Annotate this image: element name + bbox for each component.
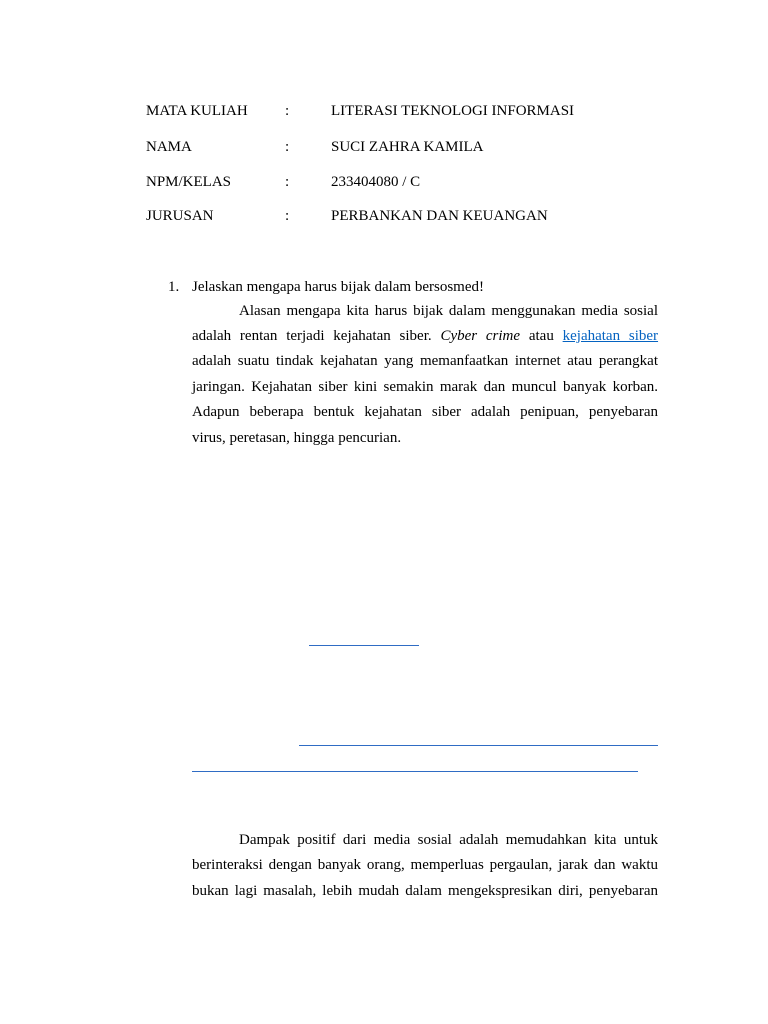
link-underline[interactable] <box>309 645 419 646</box>
info-value: LITERASI TEKNOLOGI INFORMASI <box>331 103 575 119</box>
paragraph-line: Alasan mengapa kita harus bijak dalam menggunakan media sosial <box>239 303 658 319</box>
link-underline[interactable] <box>192 771 638 772</box>
line-text: adalah rentan terjadi kejahatan siber. <box>192 328 432 344</box>
question-text: Jelaskan mengapa harus bijak dalam bersosmed! <box>192 279 484 295</box>
paragraph-line: adalah suatu tindak kejahatan yang memanfaatkan internet atau perangkat <box>192 353 658 369</box>
info-label: NPM/KELAS <box>146 174 232 190</box>
info-value: 233404080 / C <box>331 174 421 190</box>
info-colon: : <box>285 139 290 155</box>
info-colon: : <box>285 103 290 119</box>
question-number: 1. <box>168 279 180 295</box>
info-colon: : <box>285 208 290 224</box>
info-value: SUCI ZAHRA KAMILA <box>331 139 484 155</box>
line-text: atau <box>528 328 554 344</box>
link-underline[interactable] <box>299 745 658 746</box>
paragraph-line: Adapun beberapa bentuk kejahatan siber adalah penipuan, penyebaran <box>192 404 658 420</box>
paragraph-line <box>192 326 658 346</box>
kejahatan-siber-link[interactable]: kejahatan siber <box>562 328 659 344</box>
paragraph-line: jaringan. Kejahatan siber kini semakin marak dan muncul banyak korban. <box>192 379 658 395</box>
paragraph-line: Dampak positif dari media sosial adalah memudahkan kita untuk <box>239 832 658 848</box>
info-colon: : <box>285 174 290 190</box>
info-value: PERBANKAN DAN KEUANGAN <box>331 208 548 224</box>
paragraph-line: berinteraksi dengan banyak orang, memperluas pergaulan, jarak dan waktu <box>192 857 658 873</box>
info-label: MATA KULIAH <box>146 103 248 119</box>
info-label: NAMA <box>146 139 192 155</box>
cyber-crime-term: Cyber crime <box>440 328 521 344</box>
paragraph-line: virus, peretasan, hingga pencurian. <box>192 430 402 446</box>
paragraph-line: bukan lagi masalah, lebih mudah dalam mengekspresikan diri, penyebaran <box>192 883 658 899</box>
info-label: JURUSAN <box>146 208 214 224</box>
